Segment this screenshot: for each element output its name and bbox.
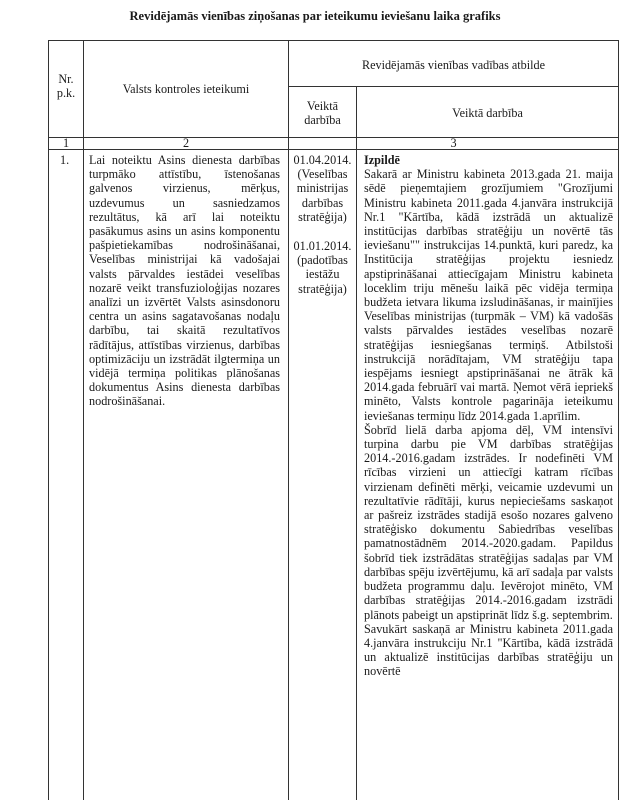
table-border-left (48, 40, 49, 800)
row-number: 1. (60, 153, 70, 167)
header-recommendations: Valsts kontroles ieteikumi (122, 82, 250, 96)
table-rule-subheader (288, 86, 619, 87)
action-paragraph: Sakarā ar Ministru kabineta 2013.gada 21. maija sēdē pieņemtajiem grozījumiem "Grozījumi Ministru kabineta 2011.gada 4.janvāra instrukcijā Nr.1 "Kārtība, kādā izstrādā un aktualizē institūcijas darbības stratēģiju un novērtē tās ieviešanu"" instrukcijas 14.punktā, kuri paredz, ka Institūcija stratēģijas projektu iesniedz apstiprināšanai attiecīgajam Ministru kabineta loceklim triju mēnešu laikā pēc vidēja termiņa budžeta ietvara likuma izsludināšanas, ir mainījies Veselības ministrijas (turpmāk – VM) kā vadošās valsts pārvaldes iestādes veselības nozarē stratēģijas iesniegšanas termiņš. Atbilstoši instrukcijā norādītajam, VM stratēģiju tapa iespējams iesniegt apstiprināšanai ne ātrāk kā 2014.gada februārī vai martā. Ņemot vērā iepriekš minēto, Valsts kontrole pagarināja ieteikumu ieviešanas termiņu līdz 2014.gada 1.aprīlim. (364, 167, 613, 423)
table-border-right (618, 40, 619, 800)
action-column (364, 153, 613, 679)
recommendation-text: Lai noteiktu Asins dienesta darbības turpmāko attīstību, īstenošanas galvenos virzienus, mērķus, uzdevumus un sasniedzamos rezultātus, kā arī lai noteiktu pasākumus asins un asins komponentu pašpietiekamības nodrošināšanai, Veselības ministrijai kā vadošajai valsts pārvaldes iestādei veselības nozarē veikt transfuzioloģijas nozares analīzi un izvērtēt Valsts asinsdonoru centra un asins sagatavošanas nodaļu darbību, tai skaitā rezultatīvos rādītājus, attīstības virzienus, darbības optimizāciju un izstrādāt ilgtermiņa un vidējā termiņa politikas plānošanas dokumentus Asins dienesta darbības nodrošināšanai. (89, 153, 280, 409)
action-paragraph: Savukārt saskaņā ar Ministru kabineta 2011.gada 4.janvāra instrukciju Nr.1 "Kārtība, kādā izstrādā un aktualizē institūcijas darbības stratēģiju un novērtē (364, 621, 613, 679)
status-label: Izpildē (364, 153, 400, 167)
column-number: 1 (62, 136, 70, 150)
table-col-divider-3 (356, 86, 357, 800)
done-date-1: 01.04.2014. (Veselības ministrijas darbības stratēģija) (293, 153, 352, 224)
action-paragraph: Šobrīd lielā darba apjoma dēļ, VM intensīvi turpina darbu pie VM darbības stratēģijas 2014.-2016.gadam izstrādes. Ir nodefinēti VM rīcības virzieni un attiecīgi katram rīcības virzienam definēti mērķi, veicamie uzdevumi un rezultatīvie rādītāji, kurus nepieciešams saskaņot ar pašreiz izstrādes stadijā esošo nozares galveno stratēģisko dokumentu Sabiedrības veselības pamatnostādnēm 2014.-2020.gadam. Papildus šobrīd tiek izstrādātas stratēģijas sadaļas par VM darbības spēju izvērtējumu, kā arī sadaļa par valsts budžeta programmu daļu. Ievērojot minēto, VM darbības stratēģijas 2014.-2016.gadam izstrādi plānots pabeigt un apstiprināt līdz š.g. septembrim. (364, 422, 613, 622)
header-action: Veiktā darbība (452, 106, 523, 120)
column-number: 2 (182, 136, 190, 150)
table-border-top (48, 40, 619, 41)
header-done-label: Veiktā darbība (304, 99, 341, 128)
header-response: Revidējamās vienības vadības atbilde (361, 58, 546, 72)
done-date-2: 01.01.2014. (padotības iestāžu stratēģija) (293, 239, 352, 296)
column-number: 3 (450, 136, 457, 150)
document-title: Revidējamās vienības ziņošanas par ieteikumu ieviešanu laika grafiks (129, 9, 501, 23)
header-nr: Nr. p.k. (56, 72, 76, 101)
table-col-divider-1 (83, 40, 84, 800)
